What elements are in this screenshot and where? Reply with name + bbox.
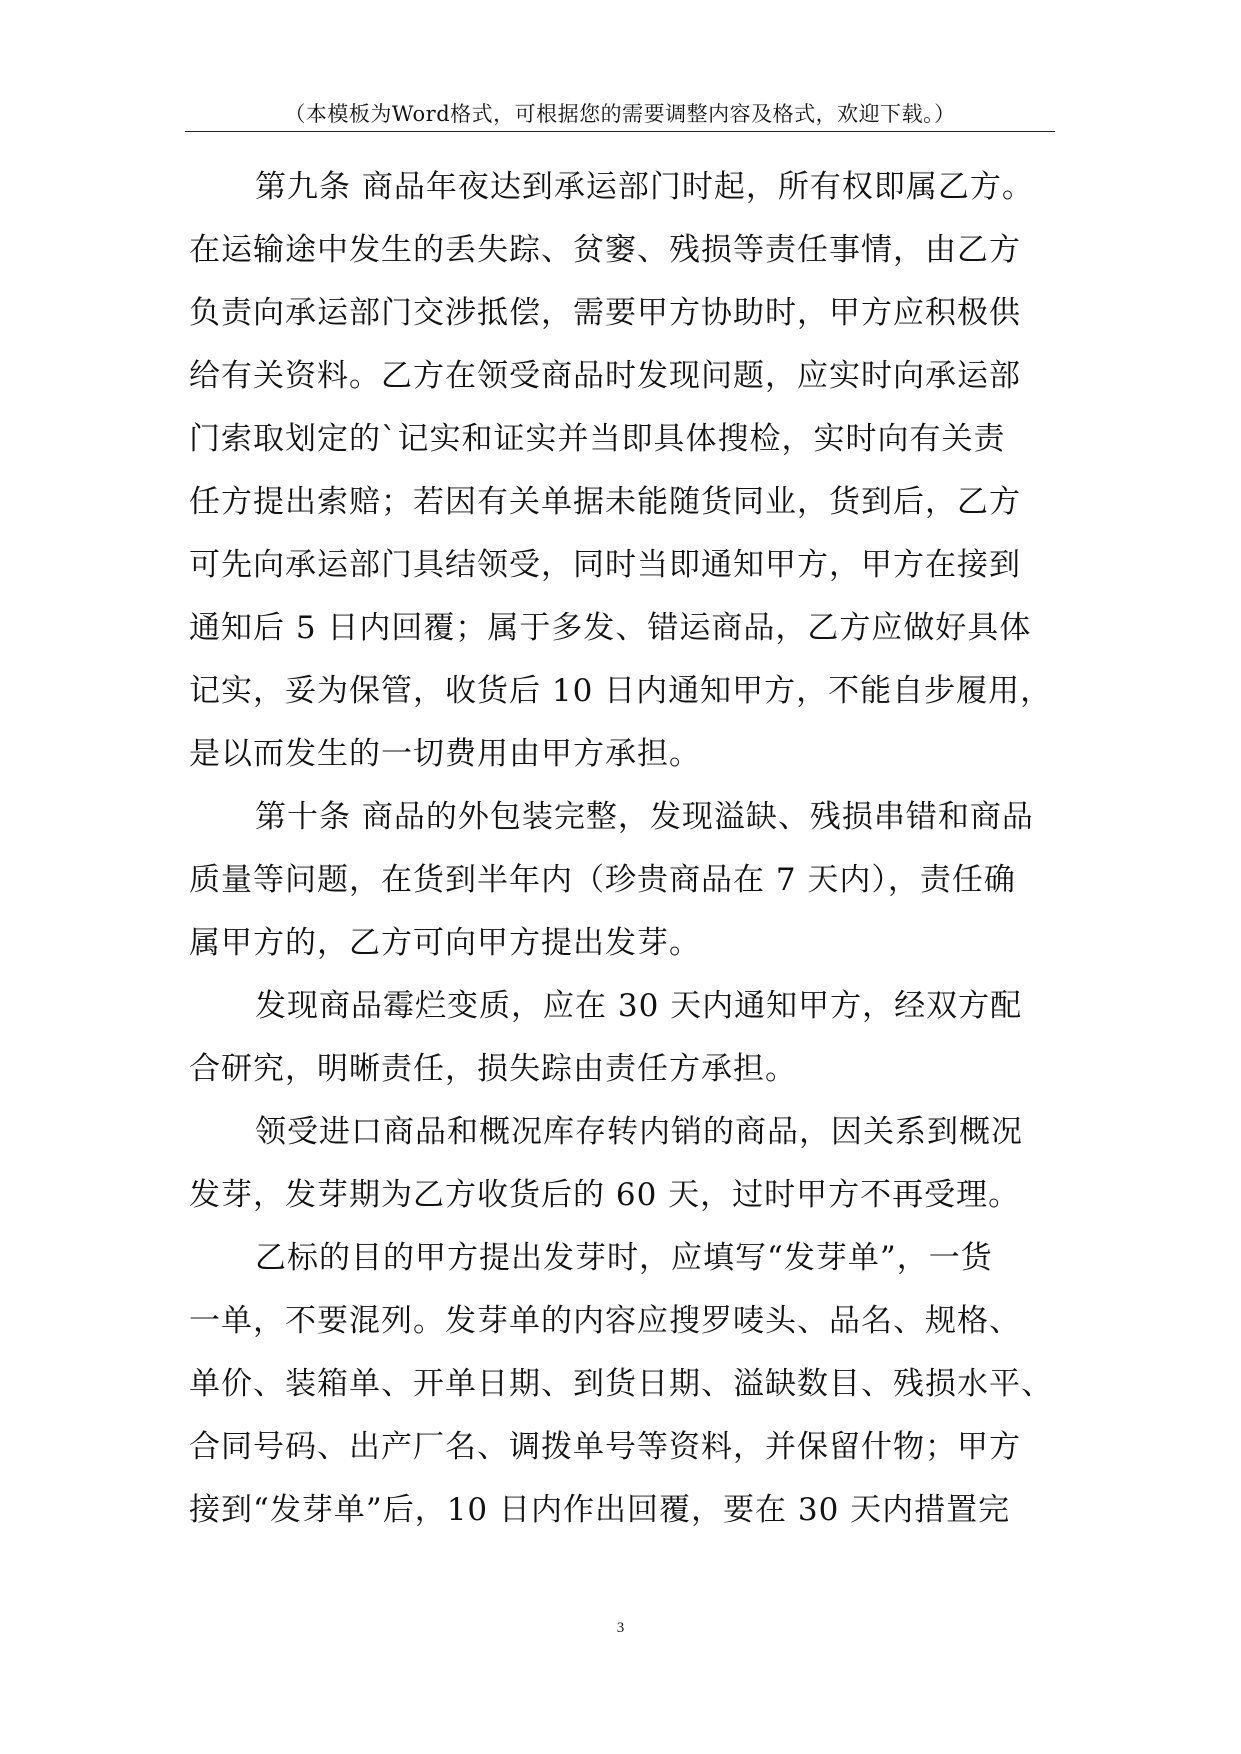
text-line: 在运输途中发生的丢失踪、贫窭、残损等责任事情，由乙方 — [189, 232, 1021, 268]
text-line: 质量等问题，在货到半年内（珍贵商品在 7 天内），责任确 — [189, 862, 1016, 898]
document-body — [189, 156, 1069, 1542]
text-line: 合同号码、出产厂名、调拨单号等资料，并保留什物；甲方 — [189, 1429, 1021, 1465]
text-line: 通知后 5 日内回覆；属于多发、错运商品，乙方应做好具体 — [189, 610, 1032, 646]
text-line: 给有关资料。乙方在领受商品时发现问题，应实时向承运部 — [189, 358, 1021, 394]
text-line: 可先向承运部门具结领受，同时当即通知甲方，甲方在接到 — [189, 547, 1021, 583]
text-line: 发现商品霉烂变质，应在 30 天内通知甲方，经双方配 — [255, 988, 1023, 1024]
text-line: 领受进口商品和概况库存转内销的商品，因关系到概况 — [255, 1114, 1023, 1150]
text-line: 一单，不要混列。发芽单的内容应搜罗唛头、品名、规格、 — [189, 1303, 1021, 1339]
header-divider — [185, 131, 1055, 132]
text-line: 乙标的目的甲方提出发芽时，应填写“发芽单”，一货 — [255, 1240, 993, 1276]
text-line: 门索取划定的`记实和证实并当即具体搜检，实时向有关责 — [189, 421, 1006, 457]
text-line: 合研究，明晰责任，损失踪由责任方承担。 — [189, 1051, 797, 1087]
text-line: 记实，妥为保管，收货后 10 日内通知甲方，不能自步履用， — [189, 673, 1053, 709]
text-line: 属甲方的，乙方可向甲方提出发芽。 — [189, 925, 701, 961]
text-line: 第九条 商品年夜达到承运部门时起，所有权即属乙方。 — [255, 169, 1034, 205]
page-header: （本模板为Word格式，可根据您的需要调整内容及格式，欢迎下载。） — [284, 102, 956, 126]
text-line: 接到“发芽单”后，10 日内作出回覆，要在 30 天内措置完 — [189, 1492, 1011, 1528]
text-line: 第十条 商品的外包装完整，发现溢缺、残损串错和商品 — [255, 799, 1034, 835]
text-line: 负责向承运部门交涉抵偿，需要甲方协助时，甲方应积极供 — [189, 295, 1021, 331]
text-line: 是以而发生的一切费用由甲方承担。 — [189, 736, 701, 772]
text-line: 任方提出索赔；若因有关单据未能随货同业，货到后，乙方 — [189, 484, 1021, 520]
text-line: 发芽，发芽期为乙方收货后的 60 天，过时甲方不再受理。 — [189, 1177, 1021, 1213]
text-line: 单价、装箱单、开单日期、到货日期、溢缺数目、残损水平、 — [189, 1366, 1053, 1402]
page-number: 3 — [616, 1620, 625, 1636]
